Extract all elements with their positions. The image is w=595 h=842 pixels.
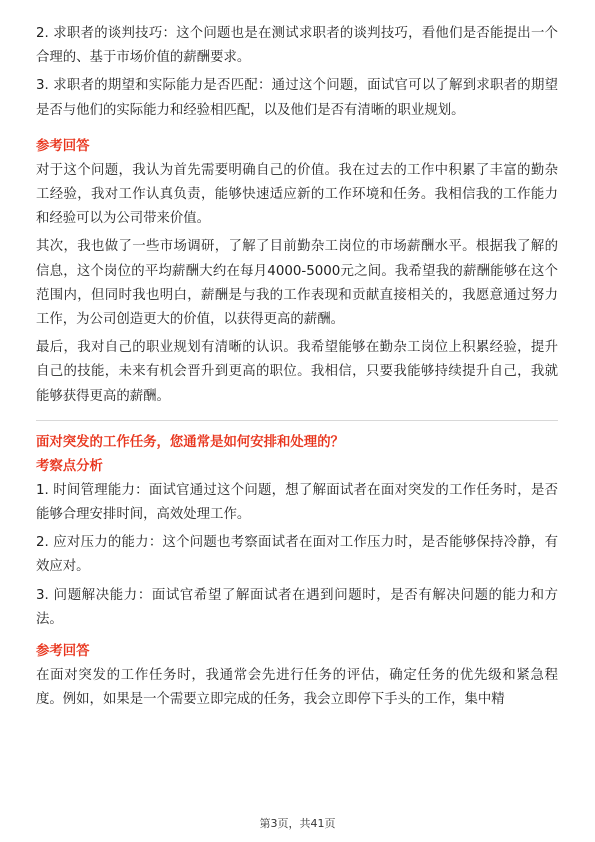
- answer-paragraph: 在面对突发的工作任务时，我通常会先进行任务的评估，确定任务的优先级和紧急程度。例如，如果是一个需要立即完成的任务，我会立即停下手头的工作，集中精: [36, 668, 558, 708]
- point-expectation-match: 3. 求职者的期望和实际能力是否匹配：通过这个问题，面试官可以了解到求职者的期望是否与他们的实际能力和经验相匹配，以及他们是否有清晰的职业规划。: [36, 78, 558, 118]
- document-page: [36, 22, 558, 712]
- point-pressure: 2. 应对压力的能力：这个问题也考察面试者在面对工作压力时，是否能够保持冷静，有效应对。: [36, 535, 558, 575]
- page-number: 第3页，共41页: [259, 817, 336, 830]
- answer-paragraph: 最后，我对自己的职业规划有清晰的认识。我希望能够在勤杂工岗位上积累经验，提升自己的技能，未来有机会晋升到更高的职位。我相信，只要我能够持续提升自己，我就能够获得更高的薪酬。: [36, 340, 558, 404]
- answer-paragraph: 其次，我也做了一些市场调研，了解了目前勤杂工岗位的市场薪酬水平。根据我了解的信息，这个岗位的平均薪酬大约在每月4000-5000元之间。我希望我的薪酬能够在这个范围内，但同时我也明白，薪酬是与我的工作表现和贡献直接相关的，我愿意通过努力工作，为公司创造更大的价值，以获得更高的薪酬。: [36, 239, 558, 328]
- reference-answer-heading: 参考回答: [36, 644, 90, 660]
- point-problem-solving: 3. 问题解决能力：面试官希望了解面试者在遇到问题时，是否有解决问题的能力和方法。: [36, 587, 558, 627]
- question-heading: 面对突发的工作任务，您通常是如何安排和处理的？: [36, 434, 344, 450]
- answer-paragraph: 对于这个问题，我认为首先需要明确自己的价值。我在过去的工作中积累了丰富的勤杂工经验，我对工作认真负责，能够快速适应新的工作环境和任务。我相信我的工作能力和经验可以为公司带来价值。: [36, 162, 558, 227]
- section-divider: [36, 420, 558, 421]
- reference-answer-heading: 参考回答: [36, 138, 90, 154]
- point-negotiation: 2. 求职者的谈判技巧：这个问题也是在测试求职者的谈判技巧，看他们是否能提出一个合理的、基于市场价值的薪酬要求。: [36, 26, 558, 66]
- analysis-heading: 考察点分析: [36, 458, 103, 474]
- point-time-management: 1. 时间管理能力：面试官通过这个问题，想了解面试者在面对突发的工作任务时，是否能够合理安排时间，高效处理工作。: [36, 482, 558, 523]
